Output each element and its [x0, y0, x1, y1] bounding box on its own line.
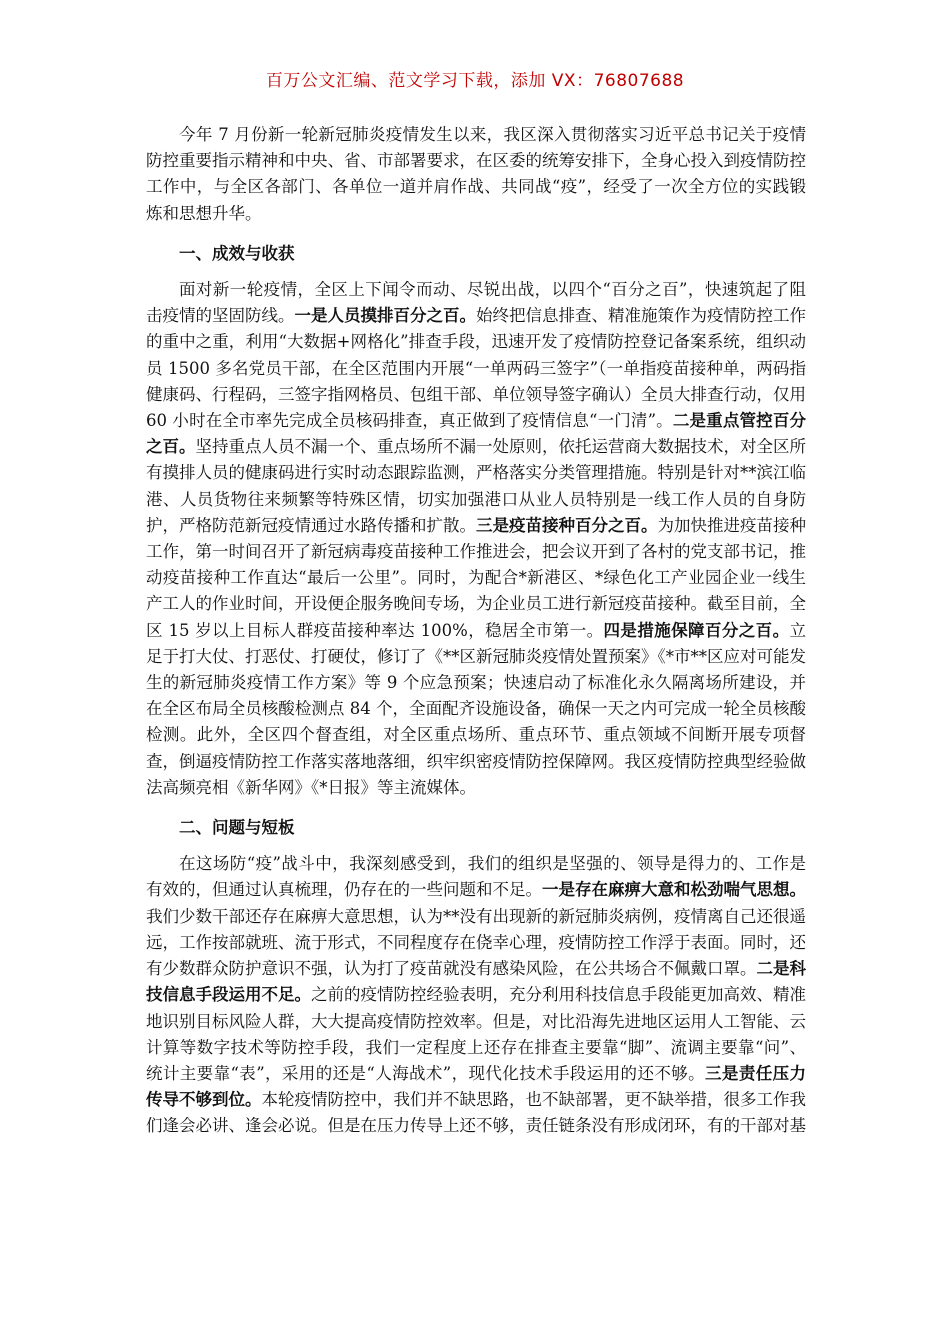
section-2-paragraph [146, 851, 806, 1139]
section-1-heading: 一、成效与收获 [179, 243, 295, 263]
section-1-paragraph [146, 277, 806, 801]
section-2-heading: 二、问题与短板 [179, 818, 295, 838]
section-2-text-4: 本轮疫情防控中，我们并不缺思路，也不缺部署，更不缺举措，很多工作我们逢会必讲、逢会必说。但是在压力传导上还不够，责任链条没有形成闭环，有的干部对基 [146, 1090, 806, 1136]
document-body [146, 122, 806, 1140]
section-1-text-5: 立足于打大仗、打恶仗、打硬仗，修订了《**区新冠肺炎疫情处置预案》《*市**区应对可能发生的新冠肺炎疫情工作方案》等 9 个应急预案；快速启动了标准化永久隔离场所建设，并在全区布局全员核酸检测点 84 个，全面配齐设施设备，确保一天之内可完成一轮全员核酸检测。此外，全区四个督查组，对全区重点场所、重点环节、重点领域不间断开展专项督查，倒逼疫情防控工作落实落地落细，织牢织密疫情防控保障网。我区疫情防控典型经验做法高频亮相《新华网》《*日报》等主流媒体。 [146, 620, 807, 797]
section-1-text-1: 面对新一轮疫情，全区上下闻令而动、尽锐出战，以四个“百分之百”，快速筑起了阻击疫情的坚固防线。 [146, 280, 806, 326]
section-2-text-3: 之前的疫情防控经验表明，充分利用科技信息手段能更加高效、精准地识别目标风险人群，大大提高疫情防控效率。但是，对比沿海先进地区运用人工智能、云计算等数字技术等防控手段，我们一定程度上还存在排查主要靠“脚”、流调主要靠“问”、统计主要靠“表”，采用的还是“人海战术”，现代化技术手段运用的还不够。 [146, 985, 806, 1083]
section-1-point-4: 四是措施保障百分之百。 [603, 620, 790, 640]
section-2-point-3: 三是责任压力传导不够到位。 [146, 1063, 807, 1110]
section-2-point-1: 一是存在麻痹大意和松劲喘气思想。 [542, 880, 806, 900]
section-2-text-2: 我们少数干部还存在麻痹大意思想，认为**没有出现新的新冠肺炎病例，疫情离自己还很遥远，工作按部就班、流于形式，不同程度存在侥幸心理，疫情防控工作浮于表面。同时，还有少数群众防护意识不强，认为打了疫苗就没有感染风险，在公共场合不佩戴口罩。 [146, 906, 806, 979]
section-1-text-2: 始终把信息排查、精准施策作为疫情防控工作的重中之重，利用“大数据+网格化”排查手段，迅速开发了疫情防控登记备案系统，组织动员 1500 多名党员干部，在全区范围内开展“一单两码三签字”（一单指疫苗接种单，两码指健康码、行程码，三签字指网格员、包组干部、单位领导签字确认）全员大排查行动，仅用 60 小时在全市率先完成全员核码排查，真正做到了疫情信息“一门清”。 [146, 306, 806, 431]
section-1-point-1: 一是人员摸排百分之百。 [294, 306, 476, 326]
section-1-point-2: 二是重点管控百分之百。 [146, 411, 806, 457]
section-2-point-2: 二是科技信息手段运用不足。 [146, 959, 806, 1005]
section-1-point-3: 三是疫苗接种百分之百。 [476, 515, 658, 535]
section-1-text-3: 坚持重点人员不漏一个、重点场所不漏一处原则，依托运营商大数据技术，对全区所有摸排人员的健康码进行实时动态跟踪监测，严格落实分类管理措施。特别是针对**滨江临港、人员货物往来频繁等特殊区情，切实加强港口从业人员特别是一线工作人员的自身防护，严格防范新冠疫情通过水路传播和扩散。 [146, 437, 806, 535]
section-2-text-1: 在这场防“疫”战斗中，我深刻感受到，我们的组织是坚强的、领导是得力的、工作是有效的，但通过认真梳理，仍存在的一些问题和不足。 [146, 854, 806, 900]
section-1-text-4: 为加快推进疫苗接种工作，第一时间召开了新冠病毒疫苗接种工作推进会，把会议开到了各村的党支部书记，推动疫苗接种工作直达“最后一公里”。同时，为配合*新港区、*绿色化工产业园企业一线生产工人的作业时间，开设便企服务晚间专场，为企业员工进行新冠疫苗接种。截至目前，全区 15 岁以上目标人群疫苗接种率达 100%，稳居全市第一。 [146, 515, 806, 640]
intro-paragraph: 今年 7 月份新一轮新冠肺炎疫情发生以来，我区深入贯彻落实习近平总书记关于疫情防控重要指示精神和中央、省、市部署要求，在区委的统筹安排下，全身心投入到疫情防控工作中，与全区各部门、各单位一道并肩作战、共同战“疫”，经受了一次全方位的实践锻炼和思想升华。 [146, 125, 806, 223]
header-banner: 百万公文汇编、范文学习下载，添加 VX：76807688 [265, 71, 685, 91]
